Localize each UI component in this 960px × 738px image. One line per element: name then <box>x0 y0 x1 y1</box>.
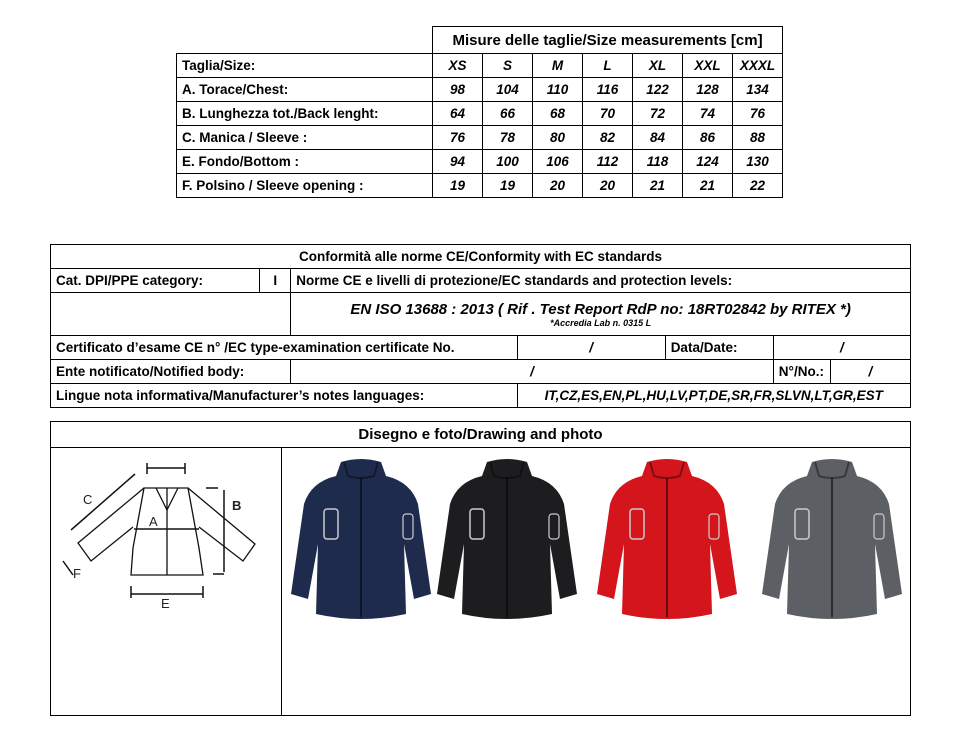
row-label: B. Lunghezza tot./Back lenght: <box>177 102 433 126</box>
measurement-cell: 110 <box>533 78 583 102</box>
measurement-cell: 76 <box>732 102 782 126</box>
measurement-cell: 88 <box>732 126 782 150</box>
measurement-cell: 116 <box>583 78 633 102</box>
standards-label: Norme CE e livelli di protezione/EC standards and protection levels: <box>291 269 911 293</box>
measurement-cell: 22 <box>732 174 782 198</box>
measurement-cell: 118 <box>633 150 683 174</box>
category-value: I <box>260 269 291 293</box>
measurement-cell: 82 <box>583 126 633 150</box>
measurement-cell: 124 <box>682 150 732 174</box>
measurement-cell: 98 <box>433 78 483 102</box>
measurement-cell: 106 <box>533 150 583 174</box>
measurement-cell: 66 <box>483 102 533 126</box>
size-measurements-table <box>176 26 783 198</box>
row-label: A. Torace/Chest: <box>177 78 433 102</box>
measurement-cell: 122 <box>633 78 683 102</box>
measurement-cell: 68 <box>533 102 583 126</box>
row-label: C. Manica / Sleeve : <box>177 126 433 150</box>
jacket-photos <box>282 448 910 715</box>
jacket-measurement-diagram <box>51 448 282 715</box>
measurement-cell: 84 <box>633 126 683 150</box>
jacket-photo-1 <box>286 454 436 634</box>
table-title-row <box>177 27 783 54</box>
size-header-s: S <box>483 54 533 78</box>
size-header-l: L <box>583 54 633 78</box>
table-row <box>177 102 783 126</box>
measurement-cell: 20 <box>533 174 583 198</box>
languages-label: Lingue nota informativa/Manufacturer’s notes languages: <box>51 384 518 408</box>
jacket-photo-3 <box>592 454 742 634</box>
label-a: A <box>149 514 158 529</box>
label-c: C <box>83 492 93 507</box>
date-value: / <box>773 336 910 360</box>
measurement-cell: 74 <box>682 102 732 126</box>
conformity-title: Conformità alle norme CE/Conformity with EC standards <box>51 245 911 269</box>
size-header-row <box>177 54 783 78</box>
label-f: F <box>73 566 81 581</box>
measurement-cell: 21 <box>633 174 683 198</box>
measurement-arrows <box>63 463 224 598</box>
size-table-title: Misure delle taglie/Size measurements [cm] <box>433 27 783 54</box>
table-row <box>177 78 783 102</box>
measurement-cell: 19 <box>483 174 533 198</box>
standard-note: *Accredia Lab n. 0315 L <box>550 317 652 328</box>
number-label: N°/No.: <box>773 360 830 384</box>
measurement-cell: 21 <box>682 174 732 198</box>
measurement-cell: 134 <box>732 78 782 102</box>
measurement-cell: 94 <box>433 150 483 174</box>
standard-text: EN ISO 13688 : 2013 ( Rif . Test Report RdP no: 18RT02842 by RITEX *) <box>350 300 851 318</box>
jacket-photo-2 <box>432 454 582 634</box>
table-row <box>177 126 783 150</box>
measurement-cell: 78 <box>483 126 533 150</box>
measurement-cell: 70 <box>583 102 633 126</box>
certificate-label: Certificato d’esame CE n° /EC type-examination certificate No. <box>51 336 518 360</box>
measurement-cell: 100 <box>483 150 533 174</box>
notified-body-label: Ente notificato/Notified body: <box>51 360 291 384</box>
row-label: E. Fondo/Bottom : <box>177 150 433 174</box>
size-header-xxl: XXL <box>682 54 732 78</box>
label-b: B <box>232 498 242 513</box>
size-header-label: Taglia/Size: <box>177 54 433 78</box>
conformity-table <box>50 244 911 408</box>
jacket-photo-4 <box>757 454 907 634</box>
drawing-title: Disegno e foto/Drawing and photo <box>51 422 910 448</box>
standard-cell <box>291 293 911 336</box>
size-header-xl: XL <box>633 54 683 78</box>
measurement-cell: 112 <box>583 150 633 174</box>
size-header-m: M <box>533 54 583 78</box>
notified-body-value: / <box>291 360 774 384</box>
measurement-cell: 104 <box>483 78 533 102</box>
measurement-cell: 20 <box>583 174 633 198</box>
size-header-xs: XS <box>433 54 483 78</box>
certificate-value: / <box>517 336 665 360</box>
measurement-cell: 80 <box>533 126 583 150</box>
table-row <box>177 150 783 174</box>
drawing-and-photo-section <box>50 421 911 716</box>
date-label: Data/Date: <box>665 336 773 360</box>
measurement-cell: 72 <box>633 102 683 126</box>
category-label: Cat. DPI/PPE category: <box>51 269 260 293</box>
languages-value: IT,CZ,ES,EN,PL,HU,LV,PT,DE,SR,FR,SLVN,LT,GR,EST <box>517 384 910 408</box>
measurement-cell: 76 <box>433 126 483 150</box>
size-header-xxxl: XXXL <box>732 54 782 78</box>
table-row <box>177 174 783 198</box>
measurement-cell: 64 <box>433 102 483 126</box>
label-e: E <box>161 596 170 611</box>
measurement-cell: 130 <box>732 150 782 174</box>
measurement-cell: 128 <box>682 78 732 102</box>
measurement-cell: 19 <box>433 174 483 198</box>
number-value: / <box>830 360 910 384</box>
row-label: F. Polsino / Sleeve opening : <box>177 174 433 198</box>
measurement-cell: 86 <box>682 126 732 150</box>
